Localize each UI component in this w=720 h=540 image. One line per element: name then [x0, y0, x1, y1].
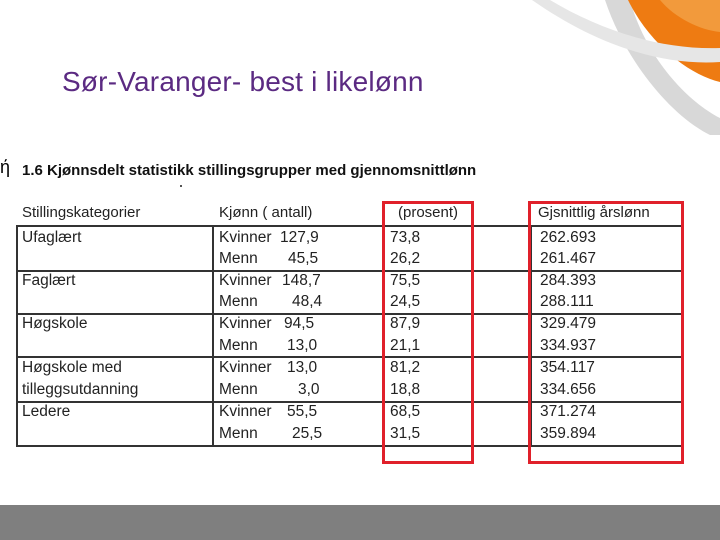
- percent-cell: 68,5: [390, 403, 421, 420]
- count-cell: 3,0: [298, 381, 320, 398]
- percent-cell: 81,2: [390, 359, 421, 376]
- salary-cell: 329.479: [540, 315, 597, 332]
- gender-cell: Kvinner: [219, 229, 272, 246]
- salary-cell: 261.467: [540, 250, 597, 267]
- count-cell: 55,5: [287, 403, 318, 420]
- count-cell: 13,0: [287, 337, 318, 354]
- salary-cell: 334.656: [540, 381, 597, 398]
- percent-column-highlight: [382, 201, 474, 464]
- category-cell: tilleggsutdanning: [22, 381, 139, 398]
- left-edge-mark: ή: [0, 157, 11, 177]
- gender-cell: Menn: [219, 425, 258, 442]
- footer-bar: [0, 505, 720, 540]
- percent-cell: 21,1: [390, 337, 421, 354]
- header-percent: (prosent): [398, 204, 459, 221]
- percent-cell: 87,9: [390, 315, 421, 332]
- category-cell: Høgskole med: [22, 359, 122, 376]
- gender-cell: Kvinner: [219, 403, 272, 420]
- category-cell: Ufaglært: [22, 229, 82, 246]
- gender-cell: Menn: [219, 337, 258, 354]
- table-left-rule: [16, 225, 18, 447]
- gender-cell: Menn: [219, 381, 258, 398]
- slide-title: Sør-Varanger- best i likelønn: [62, 66, 424, 97]
- stray-dot: [180, 185, 182, 187]
- percent-cell: 26,2: [390, 250, 421, 267]
- salary-cell: 354.117: [540, 359, 595, 376]
- table-column-rule: [212, 225, 214, 447]
- count-cell: 127,9: [280, 229, 319, 246]
- count-cell: 13,0: [287, 359, 318, 376]
- category-cell: Høgskole: [22, 315, 88, 332]
- salary-cell: 359.894: [540, 425, 597, 442]
- percent-cell: 75,5: [390, 272, 421, 289]
- header-category: Stillingskategorier: [22, 204, 141, 221]
- percent-cell: 73,8: [390, 229, 421, 246]
- count-cell: 94,5: [284, 315, 315, 332]
- category-cell: Faglært: [22, 272, 76, 289]
- header-salary: Gjsnittlig årslønn: [538, 204, 650, 221]
- gender-cell: Kvinner: [219, 315, 272, 332]
- count-cell: 25,5: [292, 425, 323, 442]
- count-cell: 45,5: [288, 250, 319, 267]
- count-cell: 48,4: [292, 293, 323, 310]
- gender-cell: Menn: [219, 250, 258, 267]
- salary-cell: 288.111: [540, 293, 594, 310]
- count-cell: 148,7: [282, 272, 321, 289]
- percent-cell: 31,5: [390, 425, 421, 442]
- percent-cell: 24,5: [390, 293, 421, 310]
- gender-cell: Menn: [219, 293, 258, 310]
- corner-swoosh-decoration: [510, 0, 720, 135]
- salary-cell: 284.393: [540, 272, 597, 289]
- header-gender-count: Kjønn ( antall): [219, 204, 313, 221]
- gender-cell: Kvinner: [219, 359, 272, 376]
- salary-cell: 334.937: [540, 337, 597, 354]
- category-cell: Ledere: [22, 403, 71, 420]
- salary-column-highlight: [528, 201, 684, 464]
- percent-cell: 18,8: [390, 381, 421, 398]
- salary-cell: 262.693: [540, 229, 597, 246]
- table-caption: 1.6 Kjønnsdelt statistikk stillingsgrupper med gjennomsnittlønn: [22, 162, 477, 179]
- gender-cell: Kvinner: [219, 272, 272, 289]
- salary-cell: 371.274: [540, 403, 597, 420]
